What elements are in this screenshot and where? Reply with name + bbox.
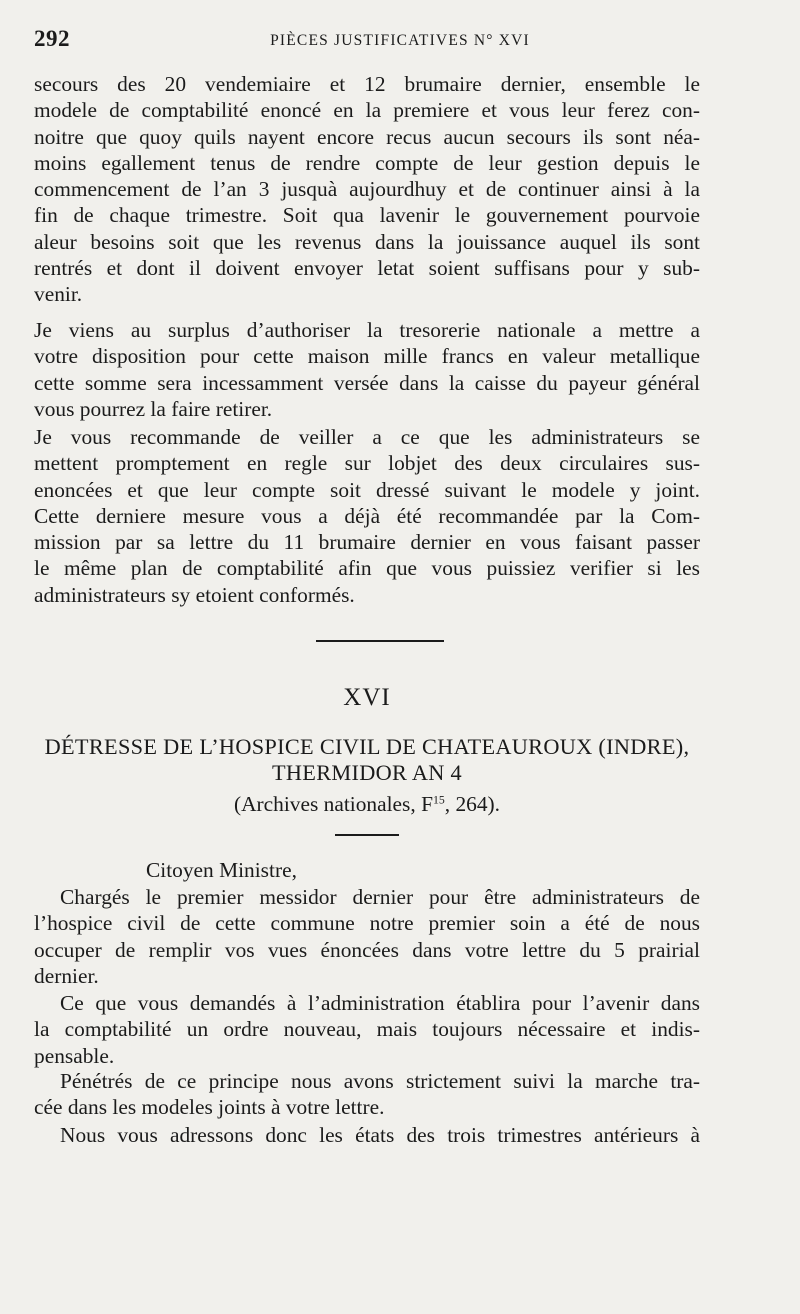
section-number: XVI	[343, 684, 391, 711]
text-line: votre disposition pour cette maison mille francs en valeur metallique	[34, 344, 700, 369]
title-divider	[335, 834, 399, 836]
text-line: vous pourrez la faire retirer.	[34, 396, 273, 421]
text-line: venir.	[34, 282, 83, 307]
text-line: Ce que vous demandés à l’administration établira pour l’avenir dans	[60, 991, 700, 1015]
text-line: dernier.	[34, 963, 99, 988]
archival-source	[34, 792, 700, 817]
text-line: secours des 20 vendemiaire et 12 brumaire dernier, ensemble le	[34, 72, 700, 96]
text-line: fin de chaque trimestre. Soit qua lavenir le gouvernement pourvoie	[34, 203, 700, 228]
text-line: Pénétrés de ce principe nous avons strictement suivi la marche tra-	[60, 1069, 700, 1093]
source-text-end: , 264).	[444, 792, 501, 816]
text-line: mettent promptement en regle sur lobjet des deux circulaires sus-	[34, 451, 700, 476]
text-line: moins egallement tenus de rendre compte de leur gestion depuis le	[34, 150, 700, 175]
prev-paragraph-3	[34, 424, 700, 608]
section-title-line-2: THERMIDOR AN 4	[271, 760, 462, 785]
text-line: cée dans les modeles joints à votre lettre.	[34, 1095, 385, 1120]
text-line: l’hospice civil de cette commune notre premier soin a été de nous	[34, 911, 700, 936]
letter-paragraph-1	[34, 884, 700, 989]
text-line: noitre que quoy quils nayent encore recus aucun secours ils sont néa-	[34, 124, 700, 149]
text-line: modele de comptabilité enoncé en la premiere et vous leur ferez con-	[34, 98, 700, 123]
text-line: Je vous recommande de veiller a ce que les administrateurs se	[34, 425, 700, 449]
letter-paragraph-2	[34, 990, 700, 1069]
text-line: rentrés et dont il doivent envoyer letat soient suffisans pour y sub-	[34, 256, 700, 281]
running-title: PIÈCES JUSTIFICATIVES N° XVI	[270, 32, 530, 49]
text-line: Cette derniere mesure vous a déjà été recommandée par la Com-	[34, 503, 700, 528]
prev-paragraph-1	[34, 71, 700, 308]
section-title-line-1: DÉTRESSE DE L’HOSPICE CIVIL DE CHATEAUROUX (INDRE),	[44, 734, 690, 759]
text-line: mission par sa lettre du 11 brumaire dernier en vous faisant passer	[34, 530, 700, 555]
page-header	[34, 26, 766, 60]
section-divider	[316, 640, 444, 642]
text-line: occuper de remplir vos vues énoncées dans votre lettre du 5 prairial	[34, 937, 700, 962]
salutation	[146, 857, 546, 883]
text-line: pensable.	[34, 1043, 115, 1068]
prev-paragraph-2	[34, 317, 700, 422]
text-line: Nous vous adressons donc les états des trois trimestres antérieurs à	[60, 1123, 700, 1147]
text-line: administrateurs sy etoient conformés.	[34, 582, 355, 607]
letter-paragraph-3	[34, 1068, 700, 1121]
text-line: aleur besoins soit que les revenus dans la jouissance auquel ils sont	[34, 229, 700, 254]
letter-paragraph-4	[34, 1122, 700, 1148]
page-number: 292	[34, 26, 70, 51]
text-line: enoncées et que leur compte soit dressé suivant le modele y joint.	[34, 477, 700, 502]
source-text: (Archives nationales, F	[233, 792, 433, 816]
source-superscript: 15	[432, 793, 445, 807]
text-line: la comptabilité un ordre nouveau, mais toujours nécessaire et indis-	[34, 1017, 700, 1042]
text-line: commencement de l’an 3 jusquà aujourdhuy et de continuer ainsi à la	[34, 177, 700, 202]
text-line: cette somme sera incessamment versée dans la caisse du payeur général	[34, 370, 700, 395]
text-line: Je viens au surplus d’authoriser la tresorerie nationale a mettre a	[34, 318, 700, 342]
text-line: le même plan de comptabilité afin que vous puissiez verifier si les	[34, 556, 700, 581]
salutation-text: Citoyen Ministre,	[146, 858, 297, 882]
text-line: Chargés le premier messidor dernier pour être administrateurs de	[60, 885, 700, 909]
